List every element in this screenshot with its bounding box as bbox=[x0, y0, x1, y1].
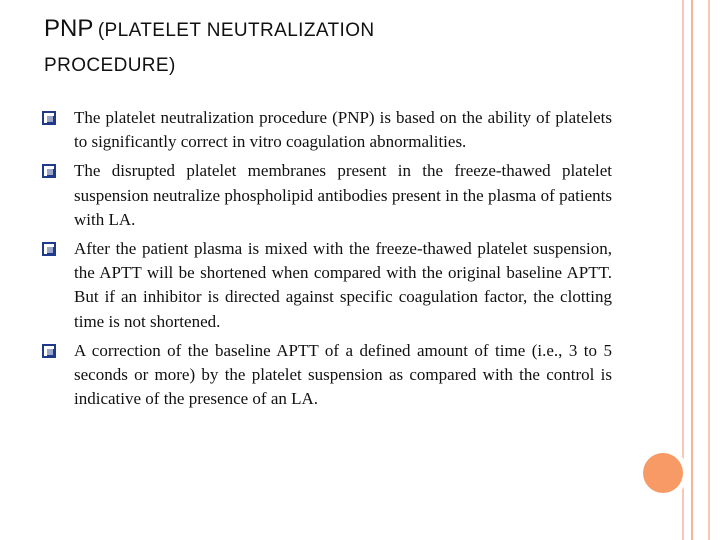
bullet-text: The disrupted platelet membranes present in the freeze-thawed platelet suspension neutralize phospholipid antibodies present in the plasma of patients with LA. bbox=[74, 161, 612, 229]
checkbox-bullet-icon bbox=[42, 111, 56, 125]
title-sub-line2: PROCEDURE) bbox=[44, 55, 176, 76]
checkbox-bullet-icon bbox=[42, 344, 56, 358]
bullet-item bbox=[42, 237, 612, 334]
bullet-item bbox=[42, 339, 612, 412]
checkbox-bullet-icon bbox=[42, 242, 56, 256]
decorative-orange-dot bbox=[643, 453, 683, 493]
bullet-item bbox=[42, 106, 612, 154]
bullet-text: The platelet neutralization procedure (PNP) is based on the ability of platelets to significantly correct in vitro coagulation abnormalities. bbox=[74, 108, 612, 152]
bullet-item bbox=[42, 159, 612, 232]
slide-title bbox=[44, 12, 644, 84]
bullet-text: After the patient plasma is mixed with the freeze-thawed platelet suspension, the APTT will be shortened when compared with the original baseline APTT. But if an inhibitor is directed against specific coagulation factor, the clotting time is not shortened. bbox=[74, 239, 612, 331]
decorative-border-line bbox=[691, 0, 693, 540]
decorative-border-line bbox=[708, 0, 710, 540]
title-sub-line1: (PLATELET NEUTRALIZATION bbox=[97, 20, 375, 41]
bullet-list bbox=[42, 106, 612, 416]
bullet-text: A correction of the baseline APTT of a defined amount of time (i.e., 3 to 5 seconds or more) by the platelet suspension as compared with the control is indicative of the presence of an LA. bbox=[74, 340, 612, 409]
checkbox-bullet-icon bbox=[42, 164, 56, 178]
title-main: PNP bbox=[44, 15, 94, 42]
